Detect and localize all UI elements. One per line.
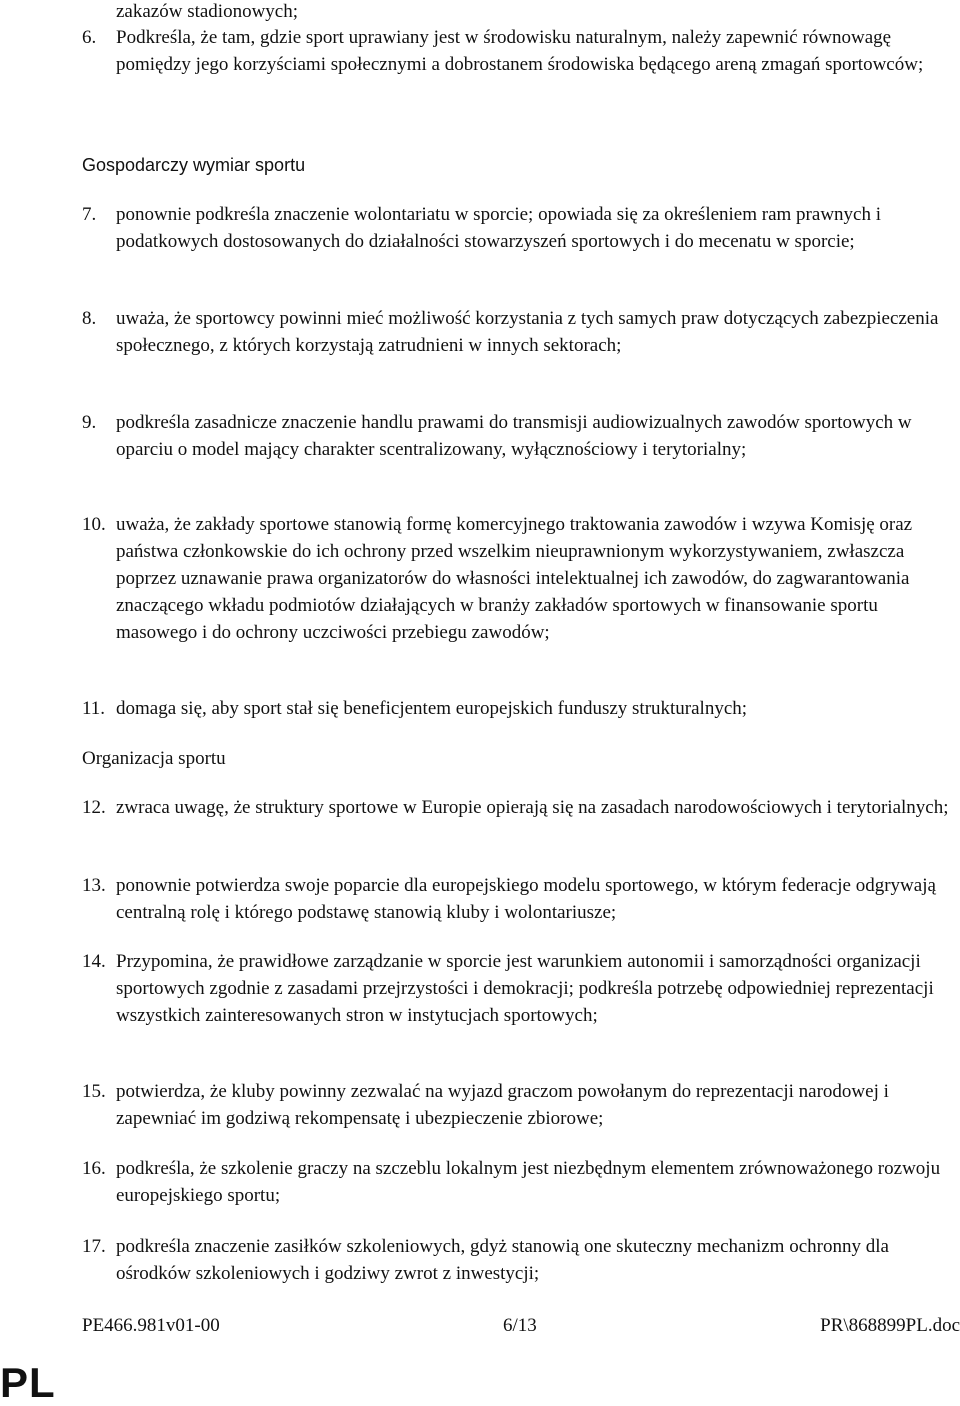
paragraph-number: 12.	[82, 797, 106, 818]
paragraph-text: potwierdza, że kluby powinny zezwalać na wyjazd graczom powołanym do reprezentacji narodowej i zapewniać im godziwą rekompensatę i ubezpieczenie zbiorowe;	[116, 1081, 889, 1129]
paragraph-text: uważa, że sportowcy powinni mieć możliwość korzystania z tych samych praw dotyczących zabezpieczenia społecznego, z których korzystają zatrudnieni w innych sektorach;	[116, 308, 939, 356]
section-heading-organisation: Organizacja sportu	[82, 748, 226, 769]
paragraph-11	[82, 695, 960, 722]
paragraph-text: domaga się, aby sport stał się beneficjentem europejskich funduszy strukturalnych;	[116, 698, 748, 719]
paragraph-number: 11.	[82, 698, 106, 719]
paragraph-17	[82, 1233, 960, 1287]
paragraph-number: 13.	[82, 875, 106, 896]
paragraph-text: podkreśla, że szkolenie graczy na szczeblu lokalnym jest niezbędnym elementem zrównoważonego rozwoju europejskiego sportu;	[116, 1158, 941, 1206]
paragraph-16	[82, 1155, 960, 1209]
paragraph-text: Podkreśla, że tam, gdzie sport uprawiany jest w środowisku naturalnym, należy zapewnić równowagę pomiędzy jego korzyściami społecznymi a dobrostanem środowiska będącego areną zmagań sportowców;	[116, 27, 924, 75]
section-heading-economic: Gospodarczy wymiar sportu	[82, 155, 306, 175]
paragraph-10	[82, 511, 960, 646]
paragraph-number: 10.	[82, 514, 106, 535]
paragraph-text: uważa, że zakłady sportowe stanowią formę komercyjnego traktowania zawodów i wzywa Komisję oraz państwa członkowskie do ich ochrony przed wszelkim nieuprawnionym wykorzystywaniem, zwłaszcza poprzez uznawanie prawa organizatorów do własności intelektualnej ich zawodów, do zagwarantowania znaczącego wkładu podmiotów działających w branży zakładów sportowych w finansowanie sportu masowego i do ochrony uczciwości przebiegu zawodów;	[116, 514, 913, 643]
paragraph-number: 15.	[82, 1081, 106, 1102]
continuation-text: zakazów stadionowych;	[116, 1, 299, 22]
page-number: 6/13	[503, 1315, 537, 1336]
paragraph-text: podkreśla zasadnicze znaczenie handlu prawami do transmisji audiowizualnych zawodów sportowych w oparciu o model mający charakter scentralizowany, wyłącznościowy i terytorialny;	[116, 412, 912, 460]
paragraph-12	[82, 794, 960, 821]
paragraph-14	[82, 948, 960, 1029]
page-footer	[82, 1312, 960, 1339]
paragraph-text: zwraca uwagę, że struktury sportowe w Europie opierają się na zasadach narodowościowych i terytorialnych;	[116, 797, 949, 818]
paragraph-number: 7.	[82, 204, 97, 225]
paragraph-text: ponownie potwierdza swoje poparcie dla europejskiego modelu sportowego, w którym federacje odgrywają centralną rolę i którego podstawę stanowią kluby i wolontariusze;	[116, 875, 936, 923]
paragraph-text: podkreśla znaczenie zasiłków szkoleniowych, gdyż stanowią one skuteczny mechanizm ochronny dla ośrodków szkoleniowych i godziwy zwrot z inwestycji;	[116, 1236, 889, 1284]
paragraph-number: 16.	[82, 1158, 106, 1179]
paragraph-number: 17.	[82, 1236, 106, 1257]
paragraph-8	[82, 305, 960, 359]
paragraph-7	[82, 201, 960, 255]
paragraph-9	[82, 409, 960, 463]
paragraph-15	[82, 1078, 960, 1132]
language-mark: PL	[0, 1359, 56, 1406]
paragraph-number: 8.	[82, 308, 97, 329]
paragraph-number: 9.	[82, 412, 97, 433]
paragraph-text: Przypomina, że prawidłowe zarządzanie w sporcie jest warunkiem autonomii i samorządności organizacji sportowych zgodnie z zasadami przejrzystości i demokracji; podkreśla potrzebę odpowiedniej reprezentacji wszystkich zainteresowanych stron w instytucjach sportowych;	[116, 951, 934, 1026]
paragraph-number: 14.	[82, 951, 106, 972]
file-reference: PR\868899PL.doc	[820, 1315, 960, 1336]
paragraph-text: ponownie podkreśla znaczenie wolontariatu w sporcie; opowiada się za określeniem ram prawnych i podatkowych dostosowanych do działalności stowarzyszeń sportowych i do mecenatu w sporcie;	[116, 204, 882, 252]
paragraph-6	[82, 24, 960, 78]
paragraph-number: 6.	[82, 27, 97, 48]
document-reference: PE466.981v01-00	[82, 1315, 220, 1336]
paragraph-13	[82, 872, 960, 926]
